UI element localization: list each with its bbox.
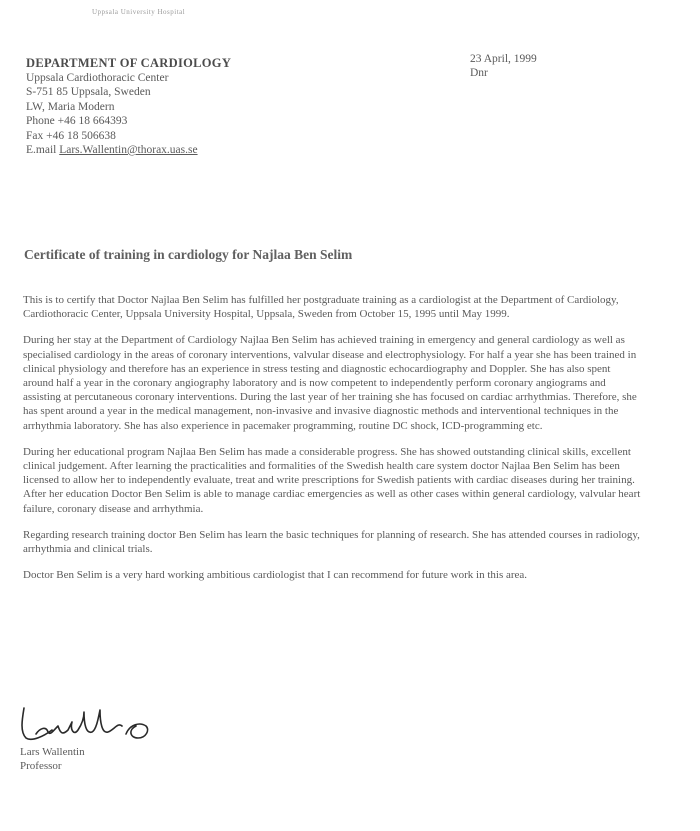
paragraph-certification: This is to certify that Doctor Najlaa Ben Selim has fulfilled her postgraduate training as a cardiologist at the Department of Cardiology, Cardiothoracic Center, Uppsala University Hospital, Uppsala, Sweden from October 15, 1995 until May 1999. — [23, 294, 619, 321]
paragraph-recommendation: Doctor Ben Selim is a very hard working ambitious cardiologist that I can recommend for future work in this area. — [23, 569, 528, 582]
building: LW, Maria Modern — [26, 100, 115, 113]
center-name: Uppsala Cardiothoracic Center — [26, 71, 169, 84]
letter-body — [23, 293, 643, 594]
signer-role: Professor — [20, 760, 62, 772]
handwritten-signature — [14, 700, 194, 748]
email-label: E.mail — [26, 144, 60, 156]
letter-date: 23 April, 1999 — [470, 53, 537, 65]
paragraph-research: Regarding research training doctor Ben Selim has learn the basic techniques for planning of research. She has attended courses in radiology, arrhythmia and clinical trials. — [23, 528, 640, 556]
fax-number: Fax +46 18 506638 — [26, 129, 116, 142]
signer-name: Lars Wallentin — [20, 746, 85, 758]
dnr-label: Dnr — [470, 67, 488, 79]
postal-address: S-751 85 Uppsala, Sweden — [26, 86, 151, 98]
certificate-title: Certificate of training in cardiology for Najlaa Ben Selim — [24, 247, 353, 262]
paragraph-training: During her stay at the Department of Cardiology Najlaa Ben Selim has achieved training in emergency and general cardiology as well as specialised cardiology in the areas of coronary interventions, valvular disease and electrophysiology. For half a year she has been trained in clinical physiology and therefore has an experience in stress testing and diagnostic echocardiography and Doppler. She has also spent around half a year in the coronary angiography laboratory and is now competent to independently perform coronary angiograms and assisting at percutaneous coronary interventions. During the last year of her training she has focused on cardiac arrhythmias. Therefore, she has spent around a year in the medical management, non-invasive and invasive diagnostic methods and interventional techniques in the arrhythmia laboratory. She has also experience in pacemaker programming, routine DC shock, ICD-programming etc. — [23, 334, 637, 432]
signer-block — [20, 745, 85, 773]
paragraph-progress: During her educational program Najlaa Ben Selim has made a considerable progress. She has showed outstanding clinical skills, excellent clinical judgement. After learning the practicalities and formalities of the Swedish health care system doctor Najlaa Ben Selim has been licensed to allow her to independently evaluate, treat and write prescriptions for Swedish patients with cardiac diseases during her training. After her education Doctor Ben Selim is able to manage cardiac emergencies as well as other cases within general cardiology, valvular heart failure, coronary disease and arrhythmia. — [23, 445, 641, 515]
phone-number: Phone +46 18 664393 — [26, 115, 128, 127]
email-link[interactable]: Lars.Wallentin@thorax.uas.se — [59, 144, 198, 156]
department-address-block — [26, 56, 231, 158]
letterhead-clipped-text: Uppsala University Hospital — [92, 8, 186, 16]
department-name: DEPARTMENT OF CARDIOLOGY — [26, 56, 232, 70]
date-block — [470, 52, 537, 80]
email-line — [26, 143, 231, 158]
